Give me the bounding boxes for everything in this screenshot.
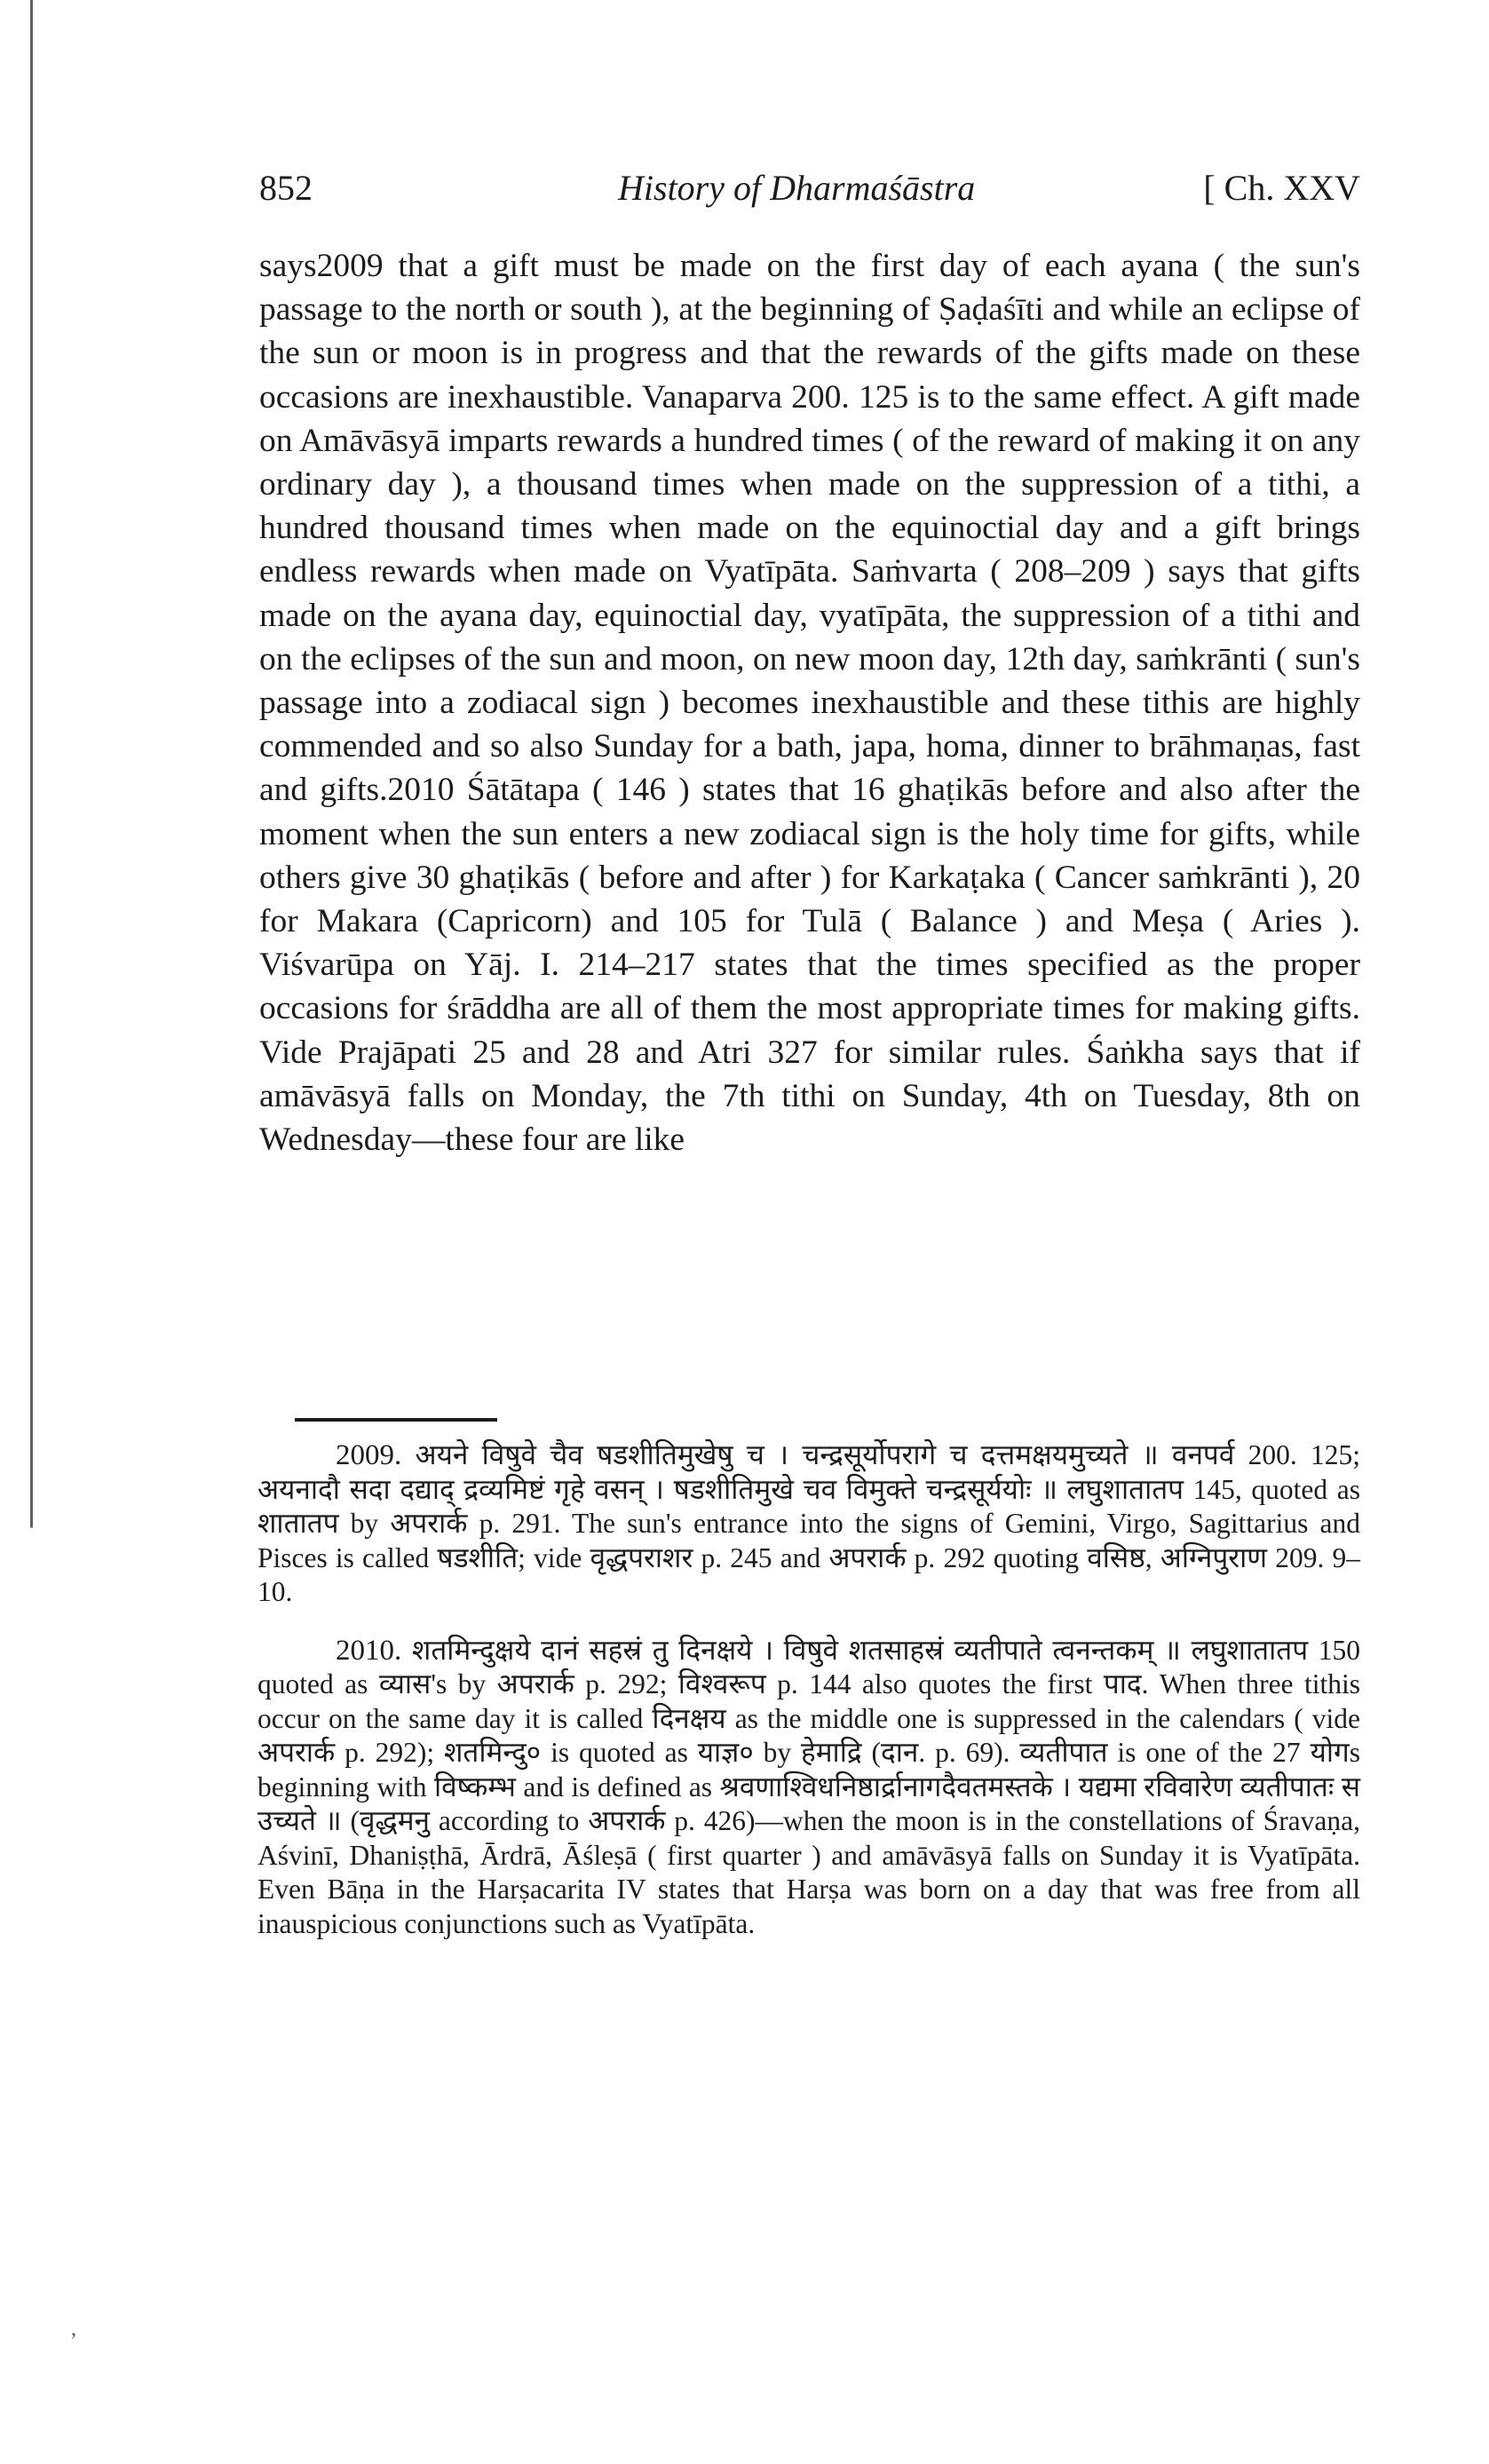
chapter-reference: [ Ch. XXV [1203,168,1360,208]
footnote-2009 [257,1438,1360,1610]
footnote-text: अयने विषुवे चैव षडशीतिमुखेषु च । चन्द्रसूर्योपरागे च दत्तमक्षयमुच्यते ॥ वनपर्व 200. 125; अयनादौ सदा दद्याद् द्रव्यमिष्टं गृहे वसन् । षडशीतिमुखे चव विमुक्ते चन्द्रसूर्ययोः ॥ लघुशातातप 145, quoted as शातातप by अपरार्क p. 291. The sun's entrance into the signs of Gemini, Virgo, Sagittarius and Pisces is called षडशीति; vide वृद्धपराशर p. 245 and अपरार्क p. 292 quoting वसिष्ठ, अग्निपुराण 209. 9–10. [257,1439,1361,1607]
running-title: History of Dharmaśāstra [618,168,976,208]
footnote-2010 [257,1634,1360,1942]
page-number: 852 [259,168,313,208]
body-paragraph: says2009 that a gift must be made on the first day of each ayana ( the sun's passage to the north or south ), at the beginning of Ṣaḍaśīti and while an eclipse of the sun or moon is in progress and that the rewards of the gifts made on these occasions are inexhaustible. Vanaparva 200. 125 is to the same effect. A gift made on Amāvāsyā imparts rewards a hundred times ( of the reward of making it on any ordinary day ), a thousand times when made on the suppression of a tithi, a hundred thousand times when made on the equinoctial day and a gift brings endless rewards when made on Vyatīpāta. Saṁvarta ( 208–209 ) says that gifts made on the ayana day, equinoctial day, vyatīpāta, the suppression of a tithi and on the eclipses of the sun and moon, on new moon day, 12th day, saṁkrānti ( sun's passage into a zodiacal sign ) becomes inexhaustible and these tithis are highly commended and so also Sunday for a bath, japa, homa, dinner to brāhmaṇas, fast and gifts.2010 Śātātapa ( 146 ) states that 16 ghaṭikās before and also after the moment when the sun enters a new zodiacal sign is the holy time for gifts, while others give 30 ghaṭikās ( before and after ) for Karkaṭaka ( Cancer saṁkrānti ), 20 for Makara (Capricorn) and 105 for Tulā ( Balance ) and Meṣa ( Aries ). Viśvarūpa on Yāj. I. 214–217 states that the times specified as the proper occasions for śrāddha are all of them the most appropriate times for making gifts. Vide Prajāpati 25 and 28 and Atri 327 for similar rules. Śaṅkha says that if amāvāsyā falls on Monday, the 7th tithi on Sunday, 4th on Tuesday, 8th on Wednesday—these four are like [259,248,1360,1159]
page-header [259,167,1360,220]
footnote-text: शतमिन्दुक्षये दानं सहस्रं तु दिनक्षये । विषुवे शतसाहस्रं व्यतीपाते त्वनन्तकम् ॥ लघुशातातप 150 quoted as व्यास's by अपरार्क p. 292; विश्वरूप p. 144 also quotes the first पाद. When three tithis occur on the same day it is called दिनक्षय as the middle one is suppressed in the calendars ( vide अपरार्क p. 292); शतमिन्दु० is quoted as याज्ञ० by हेमाद्रि (दान. p. 69). व्यतीपात is one of the 27 योगs beginning with विष्कम्भ and is defined as श्रवणाश्विधनिष्ठार्द्रानागदैवतमस्तके । यद्यमा रविवारेण व्यतीपातः स उच्यते ॥ (वृद्धमनु according to अपरार्क p. 426)—when the moon is in the constellations of Śravaṇa, Aśvinī, Dhaniṣṭhā, Ārdrā, Āśleṣā ( first quarter ) and amāvāsyā falls on Sunday it is Vyatīpāta. Even Bāṇa in the Harṣacarita IV states that Harṣa was born on a day that was free from all inauspicious conjunctions such as Vyatīpāta. [257,1634,1361,1939]
footnotes [257,1438,1360,1965]
left-margin-line [30,0,33,2464]
footnote-divider [295,1418,497,1422]
main-text [259,244,1360,1161]
stray-mark: , [71,2317,76,2341]
footnote-number: 2009. [336,1439,402,1471]
footnote-number: 2010. [336,1634,402,1667]
